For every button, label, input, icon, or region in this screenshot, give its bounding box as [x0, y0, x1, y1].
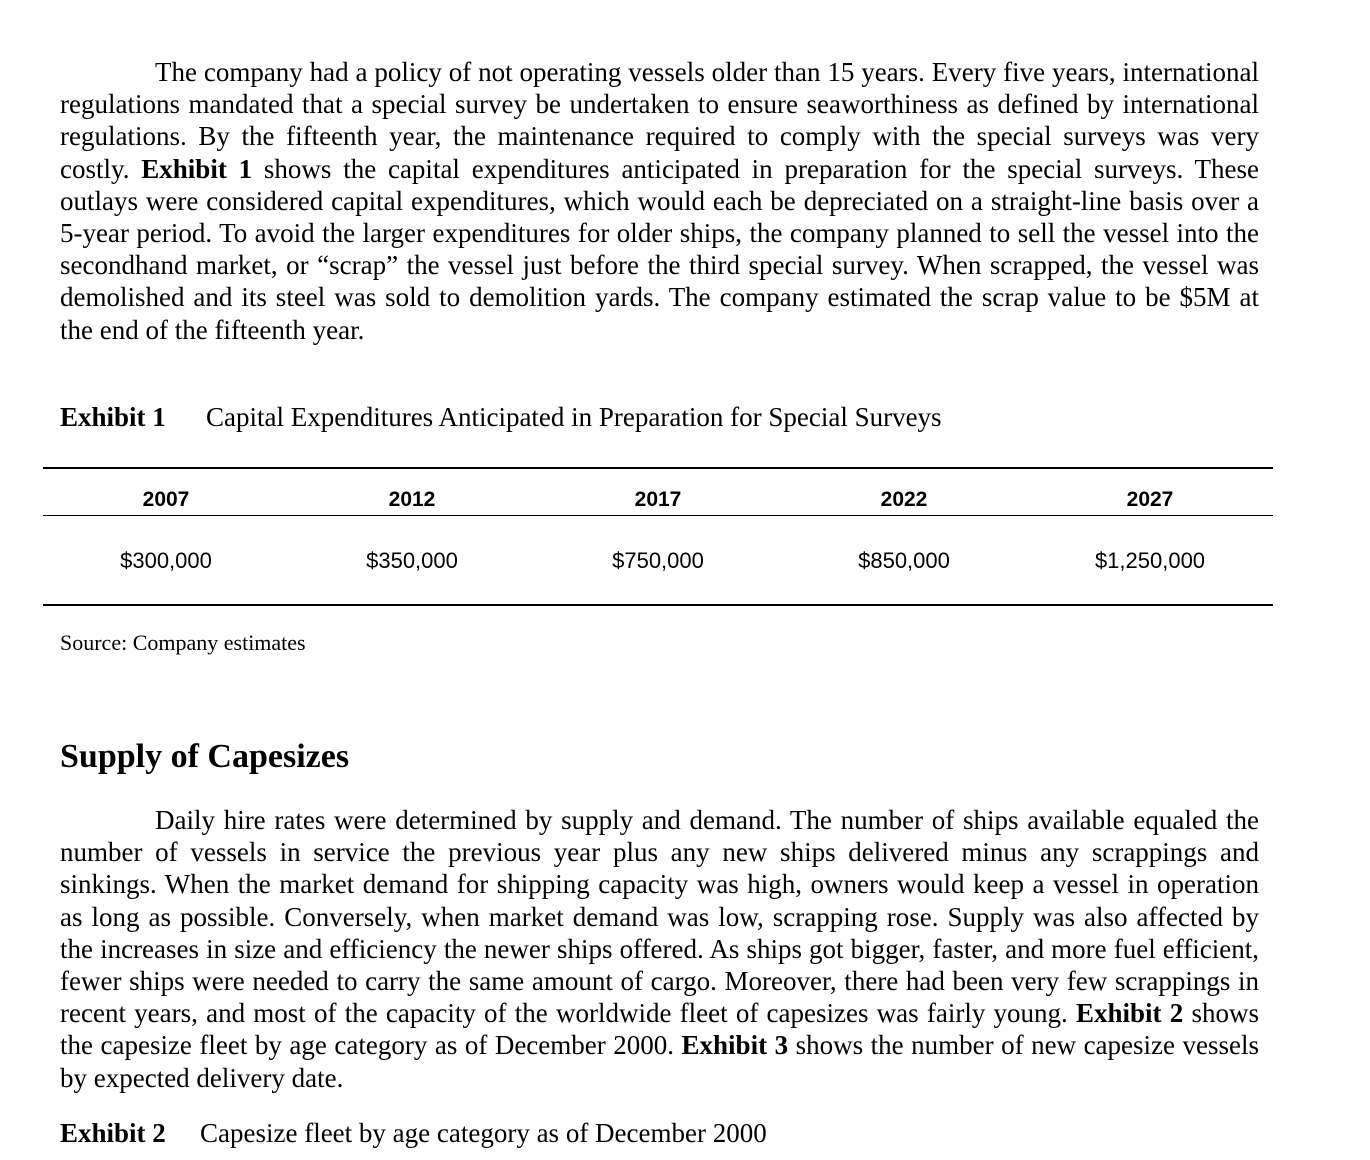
- paragraph-text: Daily hire rates were determined by supply and demand. The number of ships available equaled the number of vessels in service the previous year plus any new ships delivered minus any scrappings and sinkings. When the market demand for shipping capacity was high, owners would keep a vessel in operation as long as possible. Conversely, when market demand was low, scrapping rose. Supply was also affected by the increases in size and efficiency the newer ships offered. As ships got bigger, faster, and more fuel efficient, fewer ships were needed to carry the same amount of cargo. Moreover, there had been very few scrappings in recent years, and most of the capacity of the worldwide fleet of capesizes was fairly young.: [60, 805, 1259, 1029]
- year-header: 2027: [1126, 488, 1174, 511]
- table-header-row: [43, 488, 1273, 512]
- paragraph-text: shows the capital expenditures anticipated in preparation for the special surveys. These outlays were considered capital expenditures, which would each be depreciated on a straight-line basis over a 5-year period. To avoid the larger expenditures for older ships, the company planned to sell the vessel into the secondhand market, or “scrap” the vessel just before the third special survey. When scrapped, the vessel was demolished and its steel was sold to demolition yards. The company estimated the scrap value to be $5M at the end of the fifteenth year.: [60, 153, 1259, 345]
- paragraph-text: shows the number of new capesize vessels by expected delivery date.: [60, 1030, 1259, 1093]
- paragraph-vessel-policy: [60, 56, 1259, 346]
- expenditure-value: $350,000: [366, 548, 458, 573]
- exhibit-reference: Exhibit 1: [141, 153, 253, 184]
- paragraph-text: The company had a policy of not operating vessels older than 15 years. Every five years, international regulations mandated that a special survey be undertaken to ensure seaworthiness as defined by international regulations. By the fifteenth year, the maintenance required to comply with the special surveys was very costly.: [60, 57, 1259, 184]
- table-top-rule: [43, 467, 1273, 469]
- exhibit-label: Exhibit 1: [60, 402, 166, 432]
- exhibit-title: Capesize fleet by age category as of December 2000: [200, 1118, 767, 1148]
- expenditure-value: $750,000: [612, 548, 704, 573]
- expenditure-value: $850,000: [858, 548, 950, 573]
- exhibit-1-caption: [60, 402, 942, 433]
- exhibit-reference: Exhibit 2: [1076, 998, 1184, 1029]
- section-heading: Supply of Capesizes: [60, 738, 350, 775]
- table-bottom-rule: [43, 604, 1273, 606]
- expenditure-value: $300,000: [120, 548, 212, 573]
- paragraph-text: shows the capesize fleet by age category as of December 2000.: [60, 998, 1259, 1061]
- year-header: 2022: [880, 488, 928, 511]
- exhibit-label: Exhibit 2: [60, 1118, 166, 1148]
- year-header: 2012: [388, 488, 436, 511]
- table-row: [43, 548, 1273, 574]
- exhibit-2-caption: [60, 1118, 767, 1149]
- expenditure-value: $1,250,000: [1094, 548, 1206, 573]
- source-note: Source: Company estimates: [60, 630, 306, 655]
- year-header: 2017: [634, 488, 682, 511]
- paragraph-supply: [60, 804, 1259, 1094]
- year-header: 2007: [142, 488, 190, 511]
- exhibit-title: Capital Expenditures Anticipated in Preparation for Special Surveys: [206, 402, 942, 432]
- exhibit-reference: Exhibit 3: [681, 1030, 789, 1061]
- table-header-rule: [43, 515, 1273, 516]
